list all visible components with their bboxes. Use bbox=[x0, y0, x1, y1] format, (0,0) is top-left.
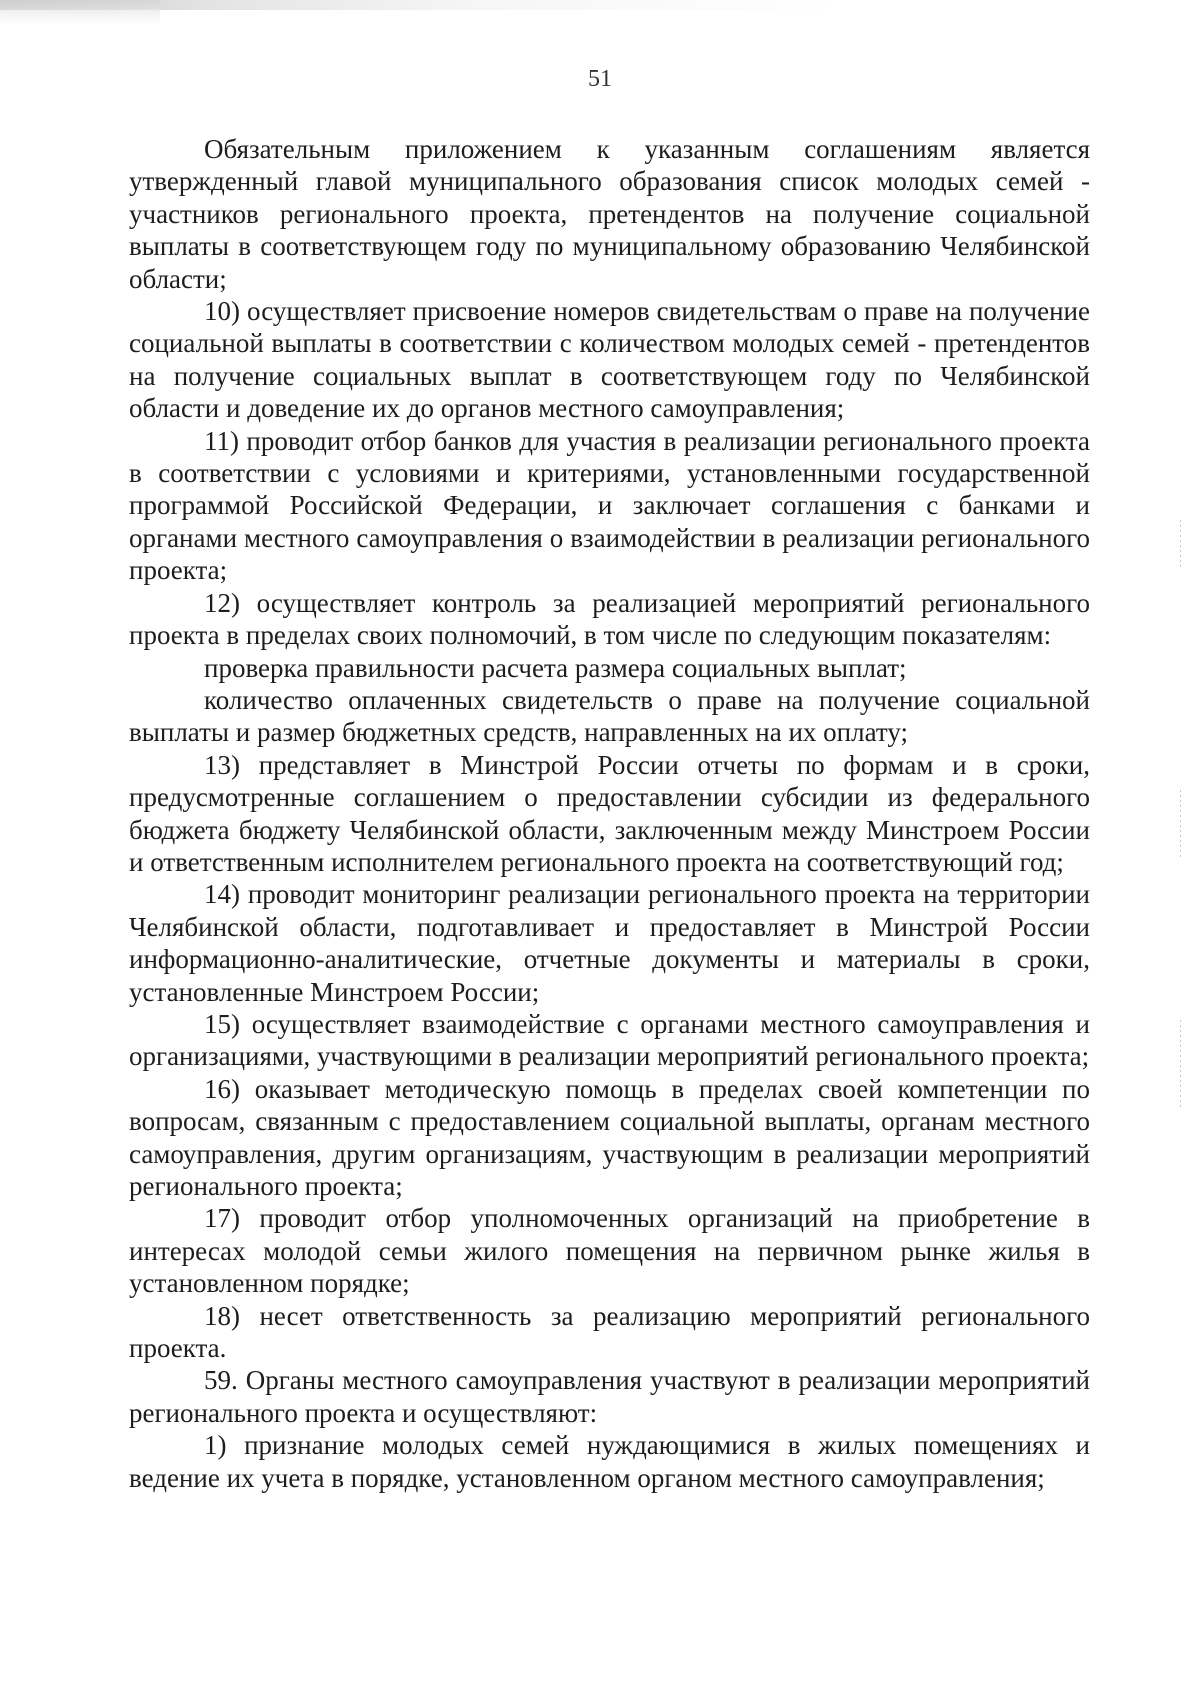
paragraph-section-59-item-1: 1) признание молодых семей нуждающимися в жилых помещениях и ведение их учета в порядке, установленном органом местного самоуправления; bbox=[129, 1430, 1090, 1493]
paragraph-indicator-certificates: количество оплаченных свидетельств о праве на получение социальной выплаты и размер бюджетных средств, направленных на их оплату; bbox=[129, 684, 1090, 748]
scan-corner-shadow bbox=[0, 0, 160, 26]
paragraph-item-12: 12) осуществляет контроль за реализацией мероприятий регионального проекта в пределах своих полномочий, в том числе по следующим показателям: bbox=[129, 587, 1090, 651]
paragraph-attachment-list: Обязательным приложением к указанным соглашениям является утвержденный главой муниципального образования список молодых семей - участников регионального проекта, претендентов на получение социальной выплаты в соответствующем году по муниципальному образованию Челябинской области; bbox=[129, 134, 1090, 294]
paragraph-section-59: 59. Органы местного самоуправления участвуют в реализации мероприятий регионального проекта и осуществляют: bbox=[129, 1365, 1090, 1428]
paragraph-item-13: 13) представляет в Минстрой России отчеты по формам и в сроки, предусмотренные соглашением о предоставлении субсидии из федерального бюджета бюджету Челябинской области, заключенным между Минстроем России и ответственным исполнителем регионального проекта на соответствующий год; bbox=[129, 749, 1090, 877]
paragraph-item-18: 18) несет ответственность за реализацию мероприятий регионального проекта. bbox=[129, 1300, 1090, 1364]
document-body bbox=[129, 133, 1090, 1494]
paragraph-item-11: 11) проводит отбор банков для участия в реализации регионального проекта в соответствии с условиями и критериями, установленными государственной программой Российской Федерации, и заключает соглашения с банками и органами местного самоуправления о взаимодействии в реализации регионального проекта; bbox=[129, 425, 1090, 586]
scan-margin-mark bbox=[1180, 1020, 1181, 1110]
scan-edge-shadow bbox=[0, 0, 1200, 10]
paragraph-indicator-calculation: проверка правильности расчета размера социальных выплат; bbox=[204, 652, 907, 683]
paragraph-item-16: 16) оказывает методическую помощь в пределах своей компетенции по вопросам, связанным с предоставлением социальной выплаты, органам местного самоуправления, другим организациям, участвующим в реализации мероприятий регионального проекта; bbox=[129, 1073, 1090, 1201]
scan-margin-mark bbox=[1180, 790, 1181, 860]
scan-margin-mark bbox=[1180, 520, 1181, 568]
paragraph-item-15: 15) осуществляет взаимодействие с органами местного самоуправления и организациями, участвующими в реализации мероприятий регионального проекта; bbox=[129, 1008, 1090, 1072]
paragraph-item-10: 10) осуществляет присвоение номеров свидетельствам о праве на получение социальной выплаты в соответствии с количеством молодых семей - претендентов на получение социальных выплат в соответствующем году по Челябинской области и доведение их до органов местного самоуправления; bbox=[129, 296, 1090, 424]
paragraph-item-17: 17) проводит отбор уполномоченных организаций на приобретение в интересах молодой семьи жилого помещения на первичном рынке жилья в установленном порядке; bbox=[129, 1203, 1090, 1299]
page-number: 51 bbox=[588, 66, 612, 92]
paragraph-item-14: 14) проводит мониторинг реализации регионального проекта на территории Челябинской области, подготавливает и предоставляет в Минстрой России информационно-аналитические, отчетные документы и материалы в сроки, установленные Минстроем России; bbox=[129, 879, 1090, 1007]
